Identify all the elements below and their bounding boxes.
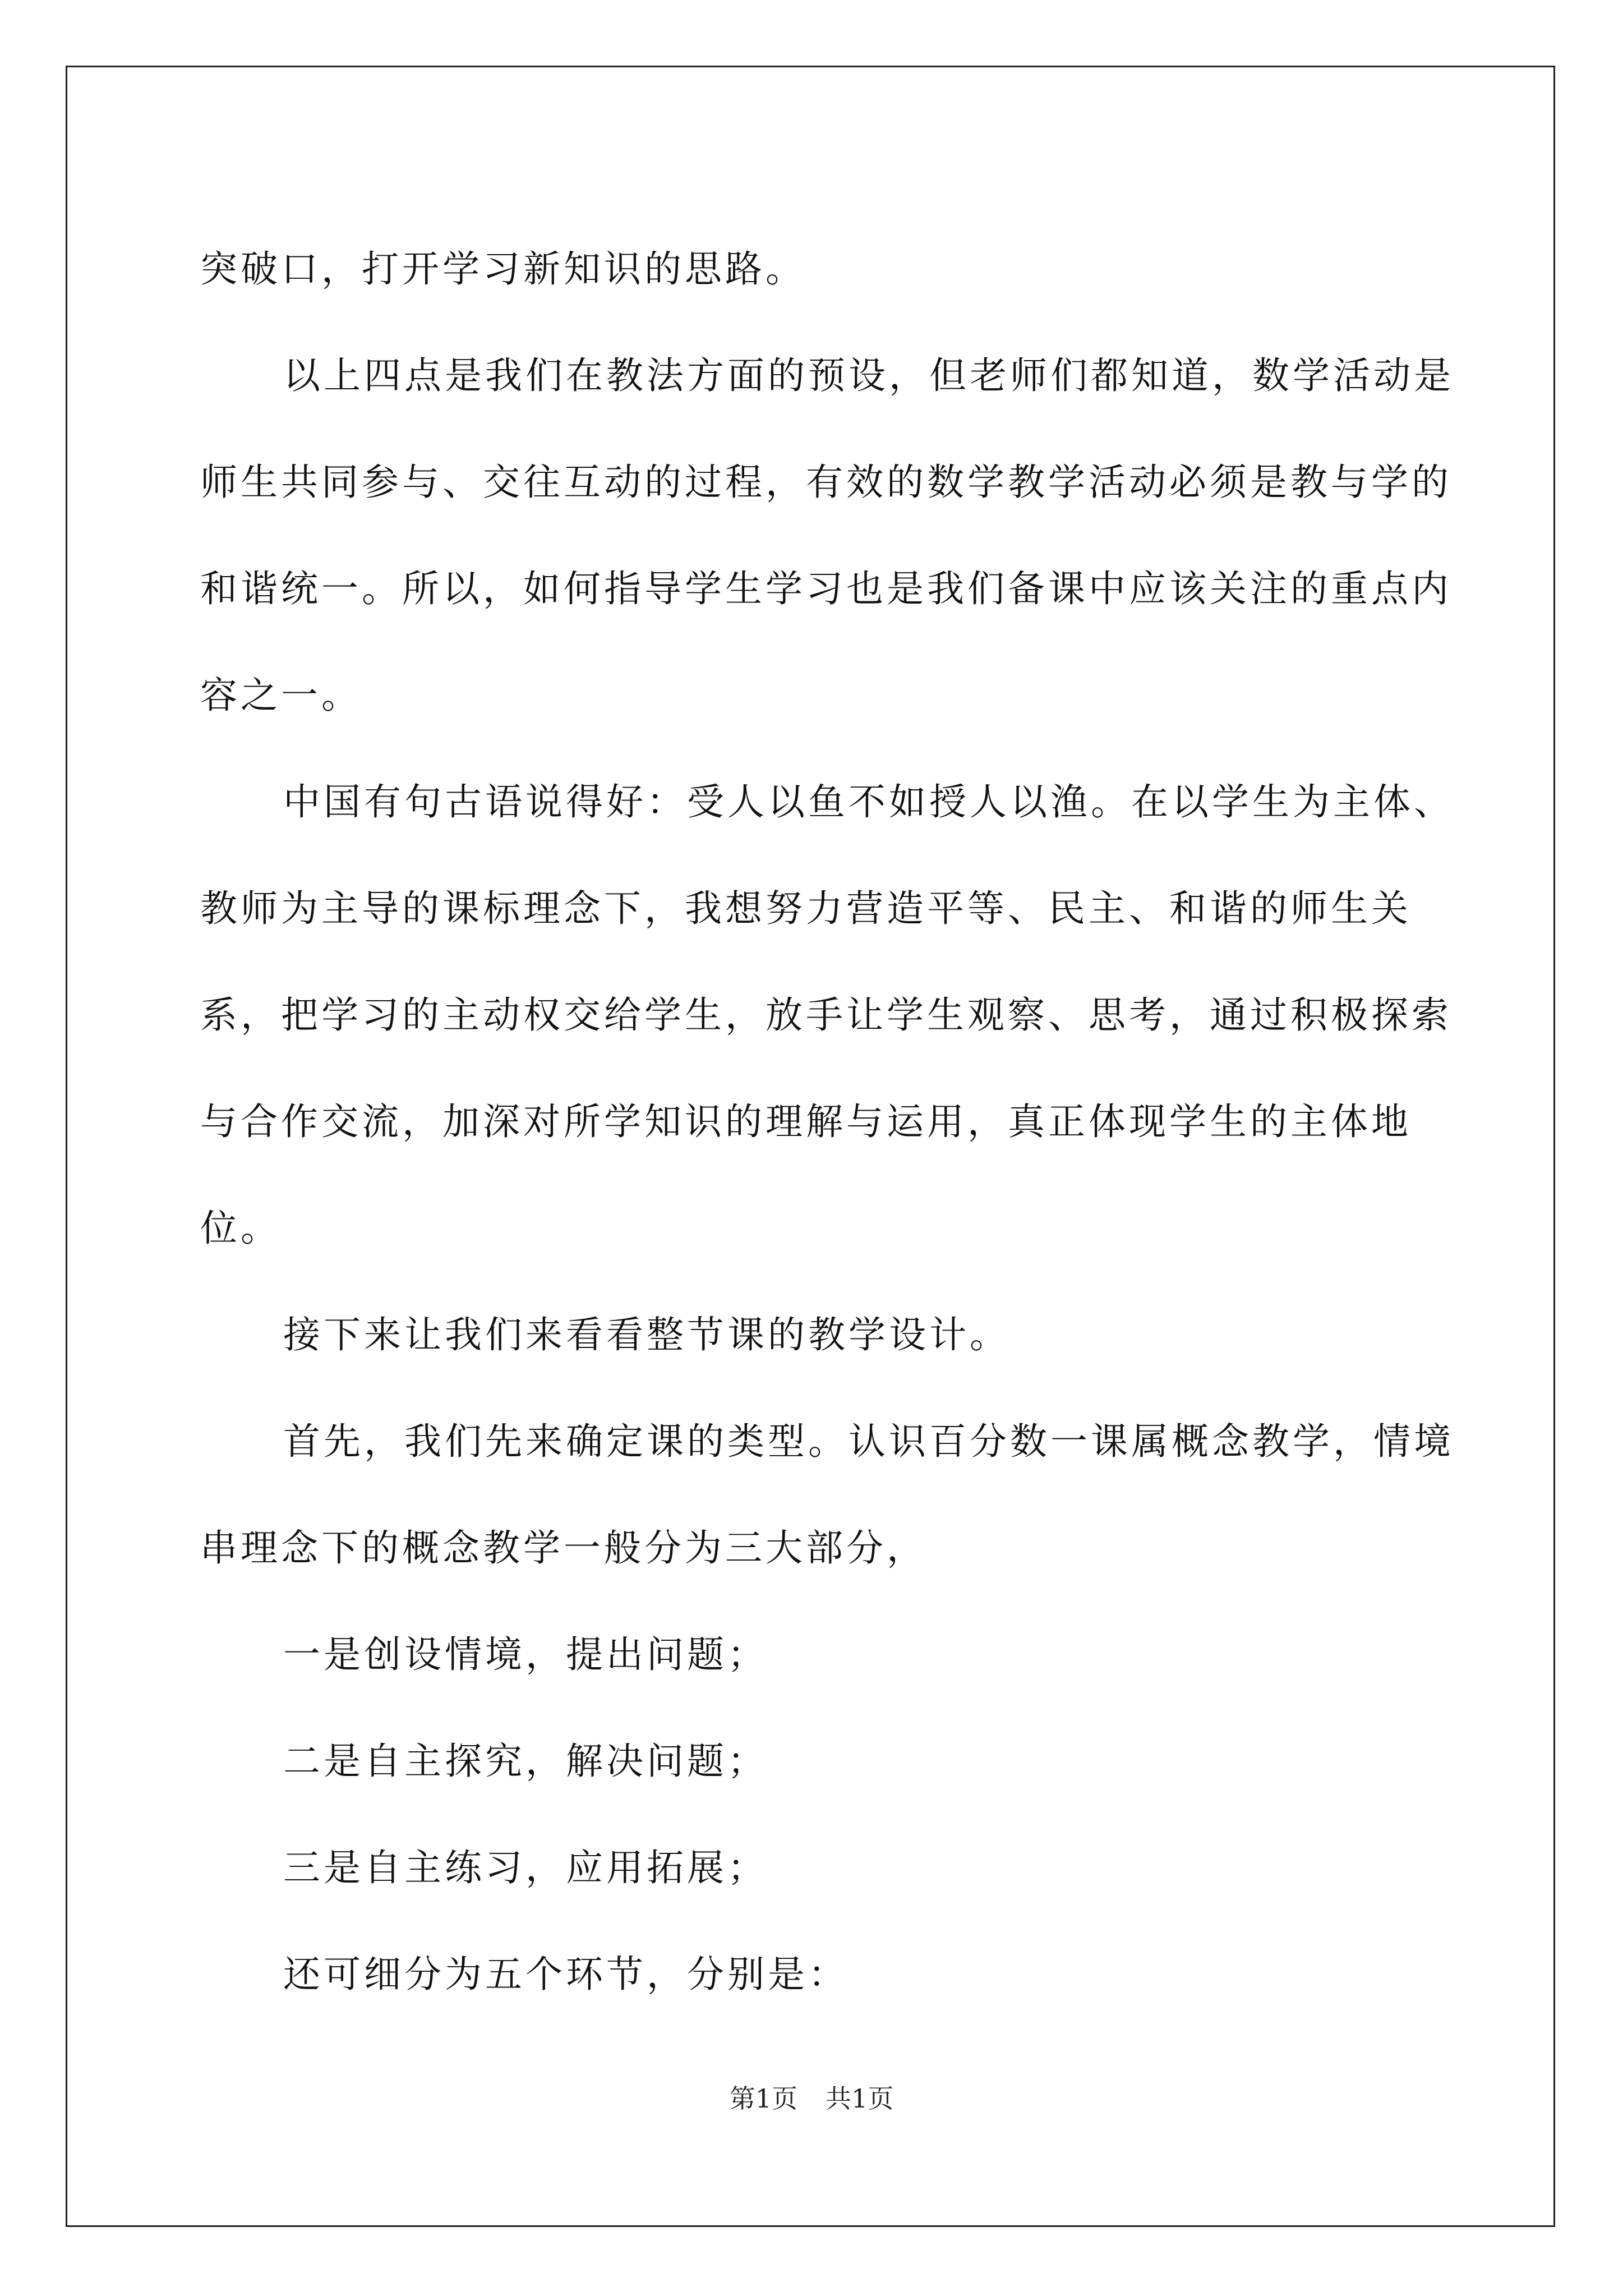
paragraph-2: 以上四点是我们在教法方面的预设，但老师们都知道，数学活动是师生共同参与、交往互动的过程，有效的数学教学活动必须是教与学的和谐统一。所以，如何指导学生学习也是我们备课中应该关注的重点内容之一。 (200, 354, 1454, 717)
paragraph-6: 一是创设情境，提出问题； (283, 1633, 768, 1676)
page-total: 共1页 (826, 2083, 894, 2114)
paragraph-1: 突破口，打开学习新知识的思路。 (200, 247, 806, 291)
paragraph-7: 二是自主探究，解决问题； (283, 1740, 768, 1783)
paragraph-3: 中国有句古语说得好：受人以鱼不如授人以渔。在以学生为主体、教师为主导的课标理念下，我想努力营造平等、民主、和谐的师生关系，把学习的主动权交给学生，放手让学生观察、思考，通过积极探索与合作交流，加深对所学知识的理解与运用，真正体现学生的主体地位。 (200, 780, 1454, 1250)
paragraph-5: 首先，我们先来确定课的类型。认识百分数一课属概念教学，情境串理念下的概念教学一般分为三大部分， (200, 1420, 1454, 1570)
page-number: 第1页 (729, 2083, 797, 2114)
paragraph-4: 接下来让我们来看看整节课的教学设计。 (283, 1313, 1010, 1356)
paragraph-9: 还可细分为五个环节，分别是： (283, 1953, 849, 1996)
page-footer (0, 2078, 1623, 2115)
document-body (200, 216, 1490, 2028)
paragraph-8: 三是自主练习，应用拓展； (283, 1846, 768, 1889)
